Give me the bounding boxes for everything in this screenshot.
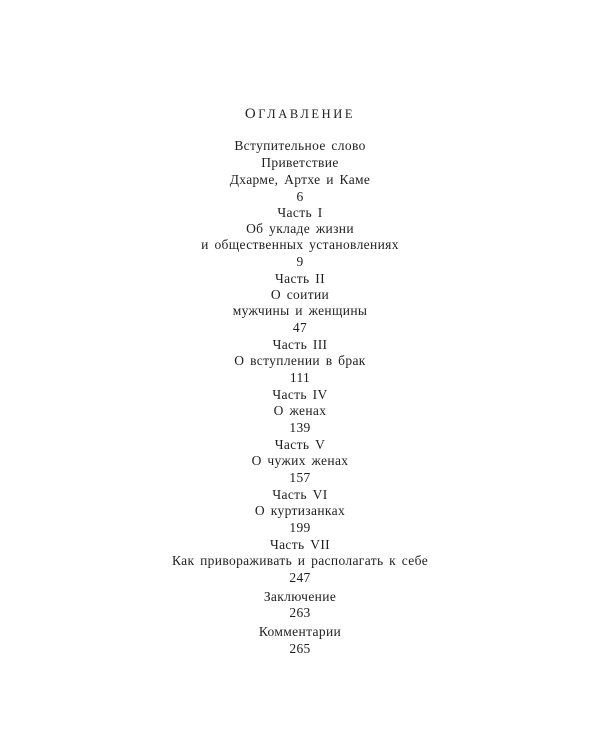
toc-part-heading: Часть II	[275, 271, 325, 286]
toc-page-number: 111	[289, 370, 311, 385]
toc-entry-line: Приветствие	[261, 155, 339, 170]
toc-entry-line: Об укладе жизни	[246, 221, 354, 236]
toc-page-number: 6	[296, 189, 304, 204]
toc-entry-line: Вступительное слово	[234, 138, 366, 153]
toc-entry-line: О вступлении в брак	[234, 353, 366, 368]
toc-entry-line: О соитии	[270, 287, 330, 302]
toc-entry-line: Дхарме, Артхе и Каме	[229, 172, 371, 187]
toc-part-heading: Часть VII	[269, 537, 331, 552]
toc-entry-line: Заключение	[263, 589, 337, 604]
toc-entry-line: Комментарии	[258, 624, 342, 639]
toc-page-number: 9	[296, 254, 304, 269]
toc-page-number: 139	[289, 420, 311, 435]
toc-page-number: 263	[289, 605, 311, 620]
toc-part-heading: Часть III	[272, 337, 328, 352]
toc-entry-line: мужчины и женщины	[232, 303, 368, 318]
toc-entry-line: О куртизанках	[254, 503, 346, 518]
toc-title: ОГЛАВЛЕНИЕ	[244, 106, 356, 122]
toc-entry-line: Как привораживать и располагать к себе	[171, 553, 429, 568]
toc-entry-line: и общественных установлениях	[201, 237, 399, 252]
toc-page-number: 157	[289, 470, 311, 485]
toc-page-number: 199	[289, 520, 311, 535]
toc-entry-line: О женах	[273, 403, 327, 418]
toc-part-heading: Часть IV	[272, 387, 328, 402]
toc-part-heading: Часть V	[274, 437, 326, 452]
toc-part-heading: Часть VI	[272, 487, 328, 502]
toc-part-heading: Часть I	[277, 205, 323, 220]
toc-entry-line: О чужих женах	[251, 453, 349, 468]
toc-page-number: 265	[289, 641, 311, 656]
toc-page-number: 247	[289, 570, 311, 585]
toc-page-number: 47	[292, 320, 308, 335]
